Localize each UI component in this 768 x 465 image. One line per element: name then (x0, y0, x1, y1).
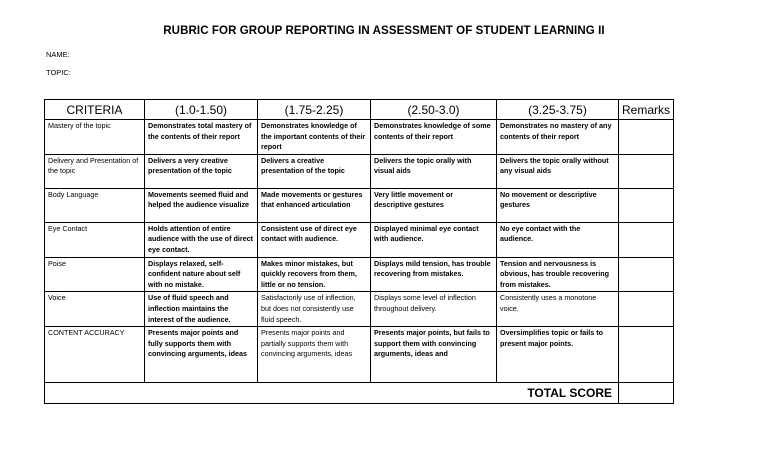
criterion-delivery: Delivery and Presentation of the topic (45, 154, 145, 188)
page-title: RUBRIC FOR GROUP REPORTING IN ASSESSMENT OF STUDENT LEARNING II (163, 25, 605, 37)
row-mastery (45, 120, 674, 155)
criterion-body-language: Body Language (45, 188, 145, 222)
header-criteria: CRITERIA (45, 100, 145, 120)
remarks-cell[interactable] (619, 257, 674, 292)
cell: Very little movement or descriptive gestures (371, 188, 497, 222)
cell: Oversimplifies topic or fails to present major points. (497, 327, 619, 383)
cell: No eye contact with the audience. (497, 222, 619, 257)
cell: Demonstrates knowledge of the important contents of their report (258, 120, 371, 155)
criterion-mastery: Mastery of the topic (45, 120, 145, 155)
header-range-4: (3.25-3.75) (497, 100, 619, 120)
remarks-cell[interactable] (619, 222, 674, 257)
total-row (45, 383, 674, 404)
total-score-cell[interactable] (619, 383, 674, 404)
header-range-2: (1.75-2.25) (258, 100, 371, 120)
cell: Displays some level of inflection throughout delivery. (371, 292, 497, 327)
cell: Presents major points and partially supports them with convincing arguments, ideas (258, 327, 371, 383)
cell: Delivers a creative presentation of the topic (258, 154, 371, 188)
header-range-3: (2.50-3.0) (371, 100, 497, 120)
criterion-content-accuracy: CONTENT ACCURACY (45, 327, 145, 383)
cell: Presents major points, but fails to support them with convincing arguments, ideas and (371, 327, 497, 383)
row-content-accuracy (45, 327, 674, 383)
total-score-label: TOTAL SCORE (45, 383, 619, 404)
name-label: NAME: (46, 50, 70, 59)
topic-label: TOPIC: (46, 68, 71, 77)
cell: Consistent use of direct eye contact with audience. (258, 222, 371, 257)
remarks-cell[interactable] (619, 120, 674, 155)
header-range-1: (1.0-1.50) (145, 100, 258, 120)
cell: Displays mild tension, has trouble recovering from mistakes. (371, 257, 497, 292)
cell: Displayed minimal eye contact with audience. (371, 222, 497, 257)
cell: Delivers a very creative presentation of the topic (145, 154, 258, 188)
cell: No movement or descriptive gestures (497, 188, 619, 222)
header-remarks: Remarks (619, 100, 674, 120)
cell: Delivers the topic orally with visual aids (371, 154, 497, 188)
remarks-cell[interactable] (619, 292, 674, 327)
cell: Movements seemed fluid and helped the audience visualize (145, 188, 258, 222)
cell: Use of fluid speech and inflection maintains the interest of the audience. (145, 292, 258, 327)
cell: Delivers the topic orally without any visual aids (497, 154, 619, 188)
row-delivery (45, 154, 674, 188)
cell: Tension and nervousness is obvious, has trouble recovering from mistakes. (497, 257, 619, 292)
cell: Satisfactorily use of inflection, but does not consistently use fluid speech. (258, 292, 371, 327)
criterion-eye-contact: Eye Contact (45, 222, 145, 257)
rubric-table (44, 99, 674, 404)
remarks-cell[interactable] (619, 188, 674, 222)
cell: Displays relaxed, self-confident nature about self with no mistake. (145, 257, 258, 292)
cell: Holds attention of entire audience with the use of direct eye contact. (145, 222, 258, 257)
cell: Demonstrates knowledge of some contents of their report (371, 120, 497, 155)
cell: Demonstrates no mastery of any contents of their report (497, 120, 619, 155)
criterion-poise: Poise (45, 257, 145, 292)
row-body-language (45, 188, 674, 222)
remarks-cell[interactable] (619, 327, 674, 383)
header-row (45, 100, 674, 120)
cell: Consistently uses a monotone voice. (497, 292, 619, 327)
cell: Demonstrates total mastery of the contents of their report (145, 120, 258, 155)
cell: Presents major points and fully supports them with convincing arguments, ideas (145, 327, 258, 383)
row-eye-contact (45, 222, 674, 257)
cell: Made movements or gestures that enhanced articulation (258, 188, 371, 222)
row-poise (45, 257, 674, 292)
remarks-cell[interactable] (619, 154, 674, 188)
cell: Makes minor mistakes, but quickly recovers from them, little or no tension. (258, 257, 371, 292)
criterion-voice: Voice (45, 292, 145, 327)
row-voice (45, 292, 674, 327)
